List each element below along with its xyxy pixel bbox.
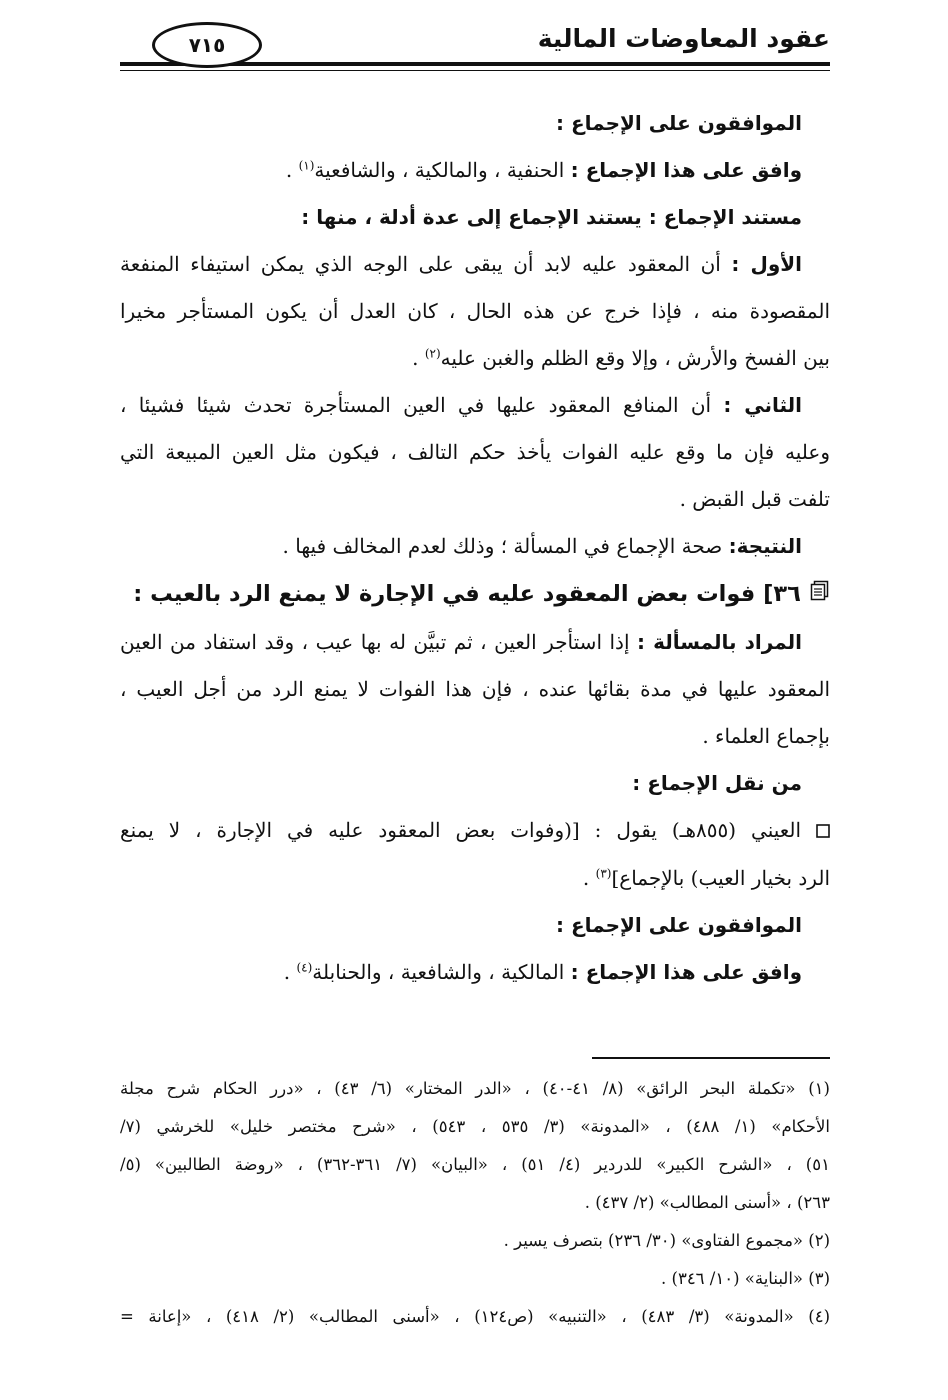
meaning-text-3: بإجماع العلماء . (702, 724, 830, 748)
paragraph-result (120, 523, 830, 570)
footnote-4: (٤) «المدونة» (٣/ ٤٨٣) ، «التنبيه» (ص١٢٤) ، «أسنى المطالب» (٢/ ٤١٨) ، «إعانة = (120, 1307, 830, 1326)
second-text-3: تلفت قبل القبض . (679, 487, 830, 511)
meaning-text-1: إذا استأجر العين ، ثم تبيَّن له بها عيب ، وقد استفاد من العين (120, 630, 638, 654)
footnote-3: (٣) «البناية» (١٠/ ٣٤٦) . (661, 1269, 830, 1288)
subheading-transmitters: من نقل الإجماع : (632, 771, 802, 795)
label-agreed-2: وافق على هذا الإجماع : (570, 960, 802, 984)
agreers-text: الحنفية ، والمالكية ، والشافعية (314, 158, 571, 182)
main-text (120, 100, 830, 996)
second-text-2: وعليه فإن ما وقع عليه الفوات يأخذ حكم التالف ، فيكون مثل العين المبيعة التي (120, 440, 830, 464)
quote-text-1: العيني (٨٥٥هـ) يقول : [(وفوات بعض المعقود عليه في الإجارة ، لا يمنع (120, 818, 816, 842)
paragraph-second-line-2 (120, 429, 830, 476)
page-header (120, 18, 830, 74)
footnote-2: (٢) «مجموع الفتاوى» (٣٠/ ٢٣٦) بتصرف يسير . (503, 1231, 830, 1250)
paragraph-meaning-line-1 (120, 619, 830, 666)
page-number: ٧١٥ (152, 22, 262, 68)
running-title: عقود المعاوضات المالية (537, 24, 830, 53)
paragraph-basis (120, 194, 830, 241)
footnote-1-line-4: ٢٦٣) ، «أسنى المطالب» (٢/ ٤٣٧) . (584, 1193, 830, 1212)
footnote-1-line-2: الأحكام» (١/ ٤٨٨) ، «المدونة» (٣/ ٥٣٥ ، ٥٤٣) ، «شرح مختصر خليل» للخرشي (٧/ (120, 1117, 831, 1136)
line-end: . (283, 960, 297, 984)
subheading-agreers-2: الموافقون على الإجماع : (556, 913, 802, 937)
footnote-ref-4: (٤) (296, 960, 313, 975)
paragraph-agreers-heading (120, 100, 830, 147)
result-text: صحة الإجماع في المسألة ؛ وذلك لعدم المخالف فيها . (282, 534, 729, 558)
first-text-3: بين الفسخ والأرش ، وإلا وقع الظلم والغبن عليه (440, 346, 830, 370)
footnote-separator (592, 1057, 830, 1059)
section-number: ٣٦] (763, 581, 801, 607)
square-icon (816, 808, 830, 855)
paragraph-quote-line-2 (120, 855, 830, 902)
subheading-basis: مستند الإجماع : يستند الإجماع إلى عدة أدلة ، منها : (301, 205, 802, 229)
subheading-agreers: الموافقون على الإجماع : (556, 111, 802, 135)
paragraph-meaning-line-3 (120, 713, 830, 760)
section-title: فوات بعض المعقود عليه في الإجارة لا يمنع الرد بالعيب : (133, 581, 764, 607)
label-meaning: المراد بالمسألة : (637, 630, 802, 654)
paragraph-first-line-1 (120, 241, 830, 288)
label-agreed: وافق على هذا الإجماع : (570, 158, 802, 182)
first-text-2: المقصودة منه ، فإذا خرج عن هذه الحال ، كان العدل أن يكون المستأجر مخيرا (120, 299, 830, 323)
line-end: . (285, 158, 299, 182)
meaning-text-2: المعقود عليها في مدة بقائها عنده ، فإن هذا الفوات لا يمنع الرد من أجل العيب ، (120, 677, 830, 701)
quote-text-2: الرد بخيار العيب) بالإجماع] (611, 866, 830, 890)
paragraph-agreers (120, 147, 830, 194)
line-end: . (582, 866, 596, 890)
paragraph-first-line-2 (120, 288, 830, 335)
section-heading (120, 570, 830, 619)
label-result: النتيجة: (728, 534, 802, 558)
footnote-ref-3: (٣) (595, 866, 612, 881)
paragraph-quote-line-1 (120, 807, 830, 855)
stacked-pages-icon (808, 571, 830, 619)
footnote-ref-1: (١) (298, 158, 315, 173)
line-end: . (412, 346, 425, 370)
paragraph-second-line-3 (120, 476, 830, 523)
footnote-1-line-3: ٥١) ، «الشرح الكبير» للدردير (٤/ ٥١) ، «البيان» (٧/ ٣٦١-٣٦٢) ، «روضة الطالبين» (٥/ (120, 1155, 830, 1174)
footnote-1-line-1: (١) «تكملة البحر الرائق» (٨/ ٤١-٤٠) ، «الدر المختار» (٦/ ٤٣) ، «درر الحكام شرح مجلة (120, 1079, 830, 1098)
paragraph-second-line-1 (120, 382, 830, 429)
first-text-1: أن المعقود عليه لابد أن يبقى على الوجه الذي يمكن استيفاء المنفعة (120, 252, 732, 276)
paragraph-transmitters (120, 760, 830, 807)
paragraph-first-line-3 (120, 335, 830, 382)
label-second: الثاني : (723, 393, 803, 417)
paragraph-agreers-heading-2 (120, 902, 830, 949)
second-text-1: أن المنافع المعقود عليها في العين المستأجرة تحدث شيئا فشيئا ، (120, 393, 724, 417)
paragraph-agreers-2 (120, 949, 830, 996)
agreers-text-2: المالكية ، والشافعية ، والحنابلة (312, 960, 571, 984)
label-first: الأول : (731, 252, 802, 276)
header-rule-thin (120, 70, 830, 71)
footnote-ref-2: (٢) (424, 346, 441, 361)
footnotes (120, 1070, 830, 1336)
paragraph-meaning-line-2 (120, 666, 830, 713)
